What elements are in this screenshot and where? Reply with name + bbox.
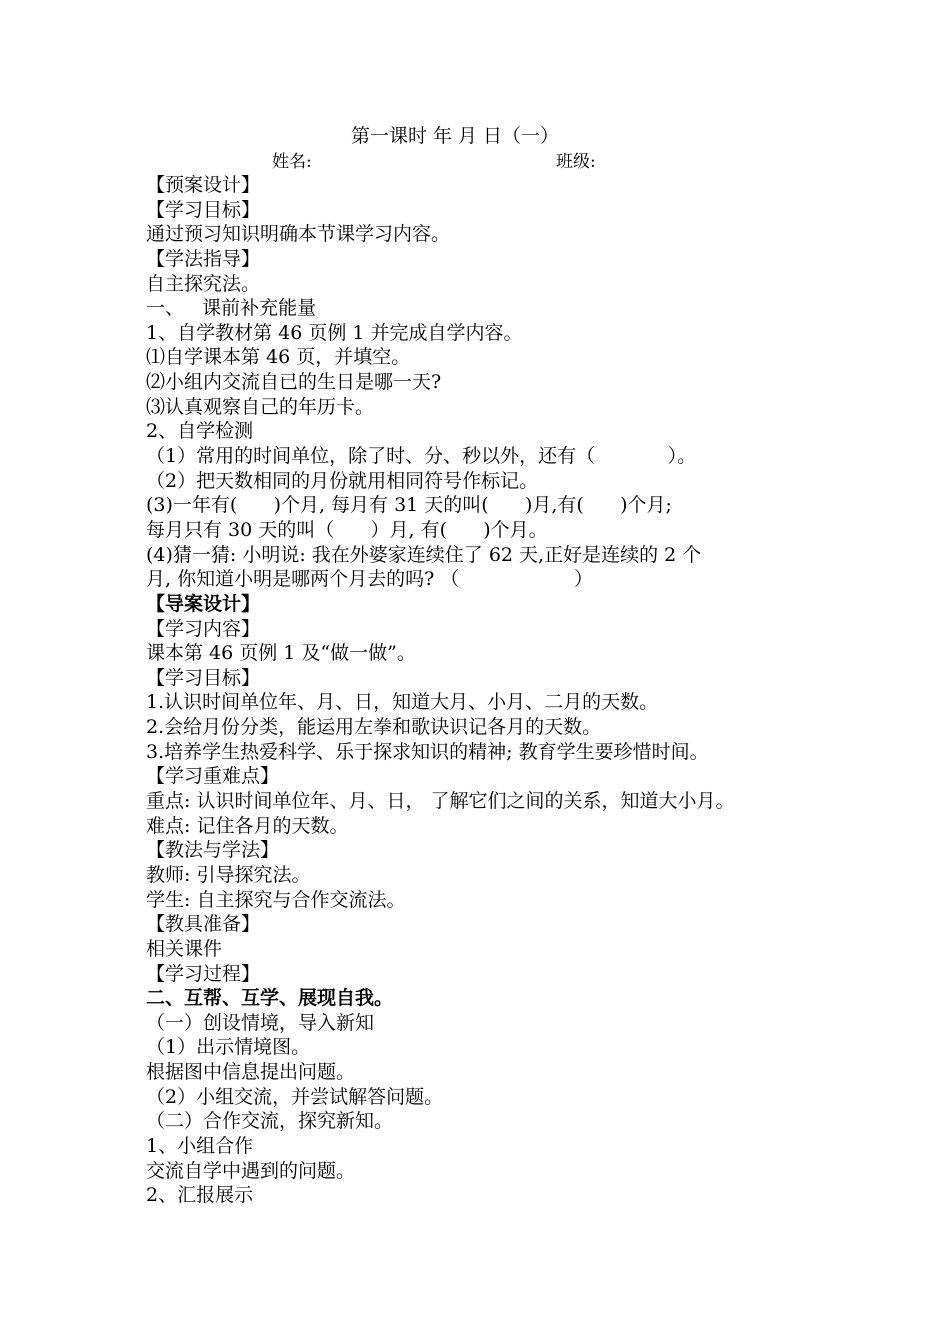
body-line: 2.会给月份分类，能运用左拳和歌诀识记各月的天数。 — [146, 716, 602, 739]
body-line: 1.认识时间单位年、月、日，知道大月、小月、二月的天数。 — [146, 691, 659, 714]
body-line: ⑴自学课本第 46 页，并填空。 — [146, 346, 411, 369]
body-line: 通过预习知识明确本节课学习内容。 — [146, 223, 451, 246]
section-heading: 【学习目标】 — [146, 666, 261, 689]
section-heading: 【教法与学法】 — [146, 839, 280, 862]
fill-in-question: 月, 你知道小明是哪两个月去的吗? （ ） — [146, 568, 594, 591]
section-heading-bold: 二、互帮、互学、展现自我。 — [146, 987, 394, 1010]
name-label: 姓名: — [272, 152, 312, 172]
body-line: 3.培养学生热爱科学、乐于探求知识的精神; 教育学生要珍惜时间。 — [146, 740, 709, 763]
body-line: 学生: 自主探究与合作交流法。 — [146, 888, 406, 911]
body-line: 一、 课前补充能量 — [146, 297, 317, 320]
body-line: （二）合作交流，探究新知。 — [146, 1110, 394, 1133]
section-heading: 【学习过程】 — [146, 962, 261, 985]
body-line: 2、汇报展示 — [146, 1184, 254, 1207]
document-body — [146, 173, 846, 1208]
student-info-row — [0, 150, 950, 174]
body-line: 2、自学检测 — [146, 420, 254, 443]
body-line: （2）小组交流，并尝试解答问题。 — [146, 1085, 444, 1108]
section-heading: 【学法指导】 — [146, 247, 261, 270]
body-line: （2）把天数相同的月份就用相同符号作标记。 — [146, 469, 539, 492]
body-line: 1、自学教材第 46 页例 1 并完成自学内容。 — [146, 321, 523, 344]
body-line: 根据图中信息提出问题。 — [146, 1061, 356, 1084]
fill-in-question: (4)猜一猜: 小明说: 我在外婆家连续住了 62 天,正好是连续的 2 个 — [146, 543, 702, 566]
body-line: 自主探究法。 — [146, 272, 261, 295]
fill-in-question: （1）常用的时间单位，除了时、分、秒以外，还有（ ）。 — [146, 445, 697, 468]
body-line: ⑶认真观察自己的年历卡。 — [146, 395, 375, 418]
fill-in-question: (3)一年有( )个月, 每月有 31 天的叫( )月,有( )个月; — [146, 494, 672, 517]
section-heading: 【预案设计】 — [146, 174, 261, 196]
section-heading-bold: 【导案设计】 — [146, 592, 261, 615]
section-heading: 【学习目标】 — [146, 198, 261, 221]
lesson-title — [0, 124, 950, 148]
class-label: 班级: — [556, 152, 596, 172]
body-line: （1）出示情境图。 — [146, 1036, 311, 1059]
section-heading: 【学习重难点】 — [146, 765, 280, 788]
body-line: 重点: 认识时间单位年、月、日， 了解它们之间的关系，知道大小月。 — [146, 790, 735, 813]
body-line: （一）创设情境，导入新知 — [146, 1011, 375, 1034]
body-line: 1、小组合作 — [146, 1134, 254, 1157]
fill-in-question: 每月只有 30 天的叫（ ）月, 有( )个月。 — [146, 518, 548, 541]
body-line: 交流自学中遇到的问题。 — [146, 1159, 356, 1182]
body-line: 难点: 记住各月的天数。 — [146, 814, 349, 837]
lesson-title-text: 第一课时 年 月 日（一） — [350, 125, 560, 147]
body-line: 教师: 引导探究法。 — [146, 863, 311, 886]
section-heading: 【教具准备】 — [146, 913, 261, 936]
body-line: 课本第 46 页例 1 及“做一做”。 — [146, 642, 416, 665]
body-line: ⑵小组内交流自已的生日是哪一天? — [146, 371, 442, 394]
section-heading: 【学习内容】 — [146, 617, 261, 640]
body-line: 相关课件 — [146, 937, 223, 960]
